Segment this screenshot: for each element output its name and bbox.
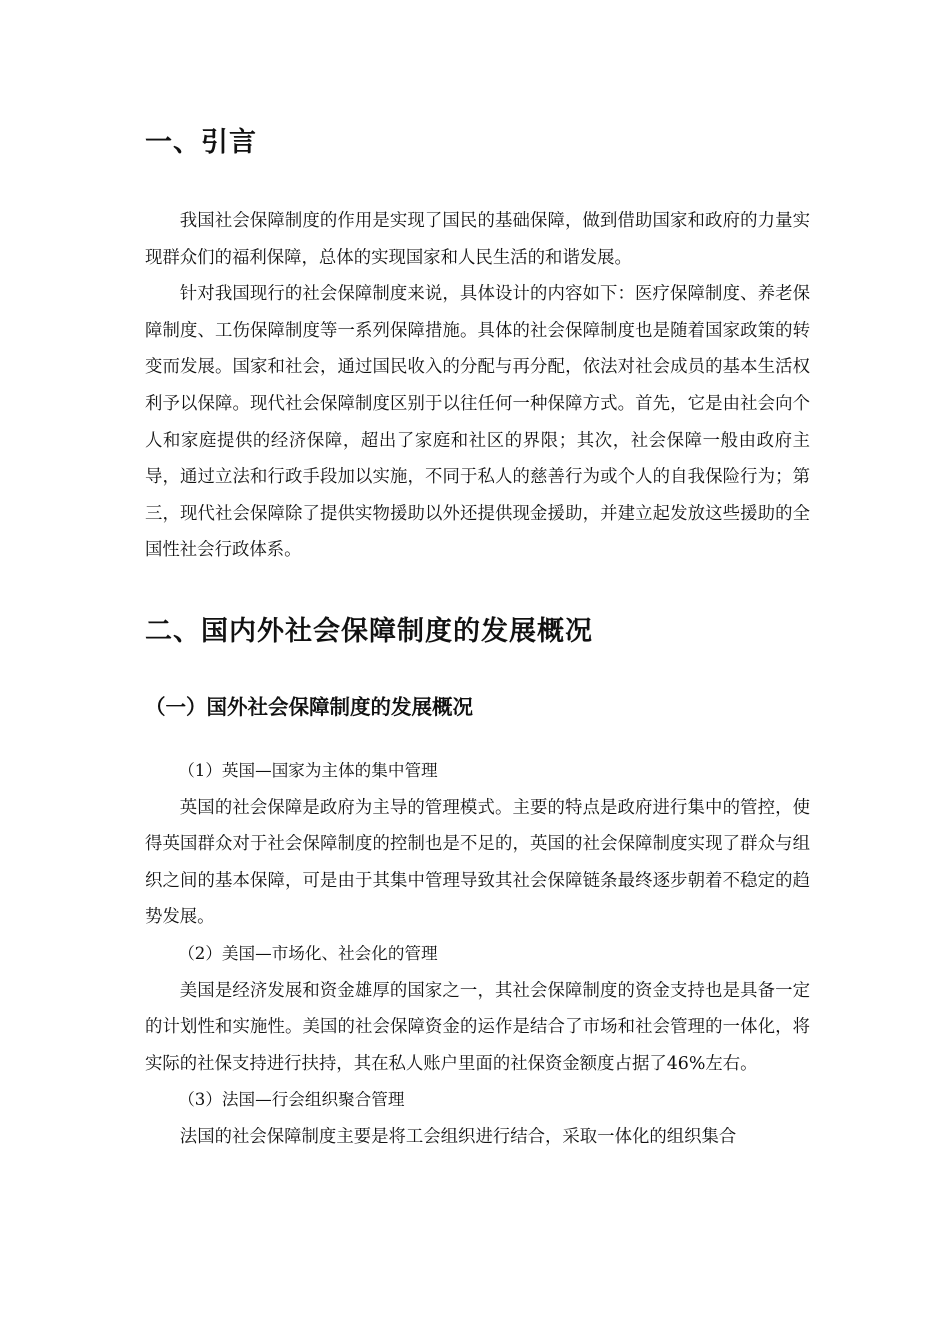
item-body-uk: 英国的社会保障是政府为主导的管理模式。主要的特点是政府进行集中的管控，使得英国群众对于社会保障制度的控制也是不足的，英国的社会保障制度实现了群众与组织之间的基本保障，可是由于其集中管理导致其社会保障链条最终逐步朝着不稳定的趋势发展。 — [145, 797, 810, 928]
section-heading-introduction: 一、引言 — [145, 127, 257, 158]
item-body-france: 法国的社会保障制度主要是将工会组织进行结合，采取一体化的组织集合 — [179, 1126, 737, 1147]
item-body-us: 美国是经济发展和资金雄厚的国家之一，其社会保障制度的资金支持也是具备一定的计划性和实施性。美国的社会保障资金的运作是结合了市场和社会管理的一体化，将实际的社保支持进行扶持，其在私人账户里面的社保资金额度占据了46%左右。 — [145, 980, 810, 1074]
subsection-heading-foreign: （一）国外社会保障制度的发展概况 — [145, 694, 473, 719]
item-title-uk: （1）英国—国家为主体的集中管理 — [178, 760, 438, 780]
section-heading-development-overview: 二、国内外社会保障制度的发展概况 — [145, 615, 593, 647]
document-content — [145, 120, 810, 1155]
paragraph: 针对我国现行的社会保障制度来说，具体设计的内容如下：医疗保障制度、养老保障制度、工伤保障制度等一系列保障措施。具体的社会保障制度也是随着国家政策的转变而发展。国家和社会，通过国民收入的分配与再分配，依法对社会成员的基本生活权利予以保障。现代社会保障制度区别于以往任何一种保障方式。首先，它是由社会向个人和家庭提供的经济保障，超出了家庭和社区的界限；其次，社会保障一般由政府主导，通过立法和行政手段加以实施，不同于私人的慈善行为或个人的自我保险行为；第三，现代社会保障除了提供实物援助以外还提供现金援助，并建立起发放这些援助的全国性社会行政体系。 — [145, 284, 810, 561]
item-title-us: （2）美国—市场化、社会化的管理 — [178, 943, 438, 963]
item-title-france: （3）法国—行会组织聚合管理 — [178, 1090, 405, 1110]
paragraph: 我国社会保障制度的作用是实现了国民的基础保障，做到借助国家和政府的力量实现群众们的福利保障，总体的实现国家和人民生活的和谐发展。 — [145, 211, 810, 268]
